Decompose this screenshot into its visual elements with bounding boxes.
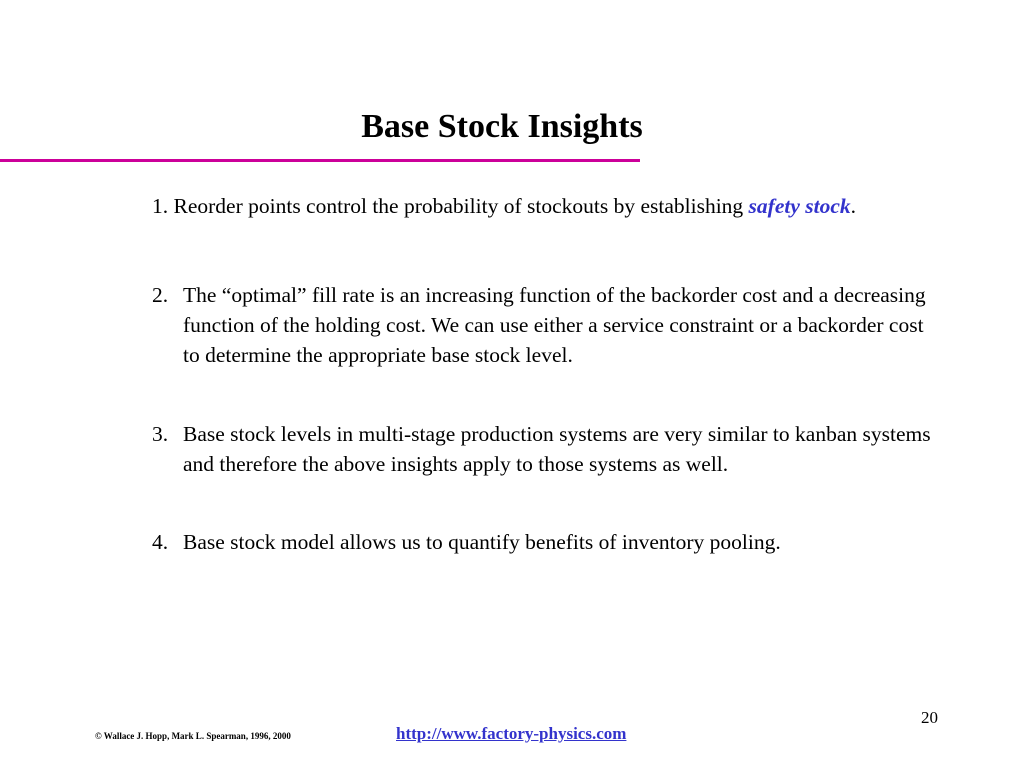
safety-stock-term: safety stock: [748, 194, 851, 218]
slide-title: Base Stock Insights: [361, 108, 643, 145]
copyright-notice: © Wallace J. Hopp, Mark L. Spearman, 1996, 2000: [95, 731, 291, 741]
insight-text: The “optimal” fill rate is an increasing function of the backorder cost and a decreasing function of the holding cost. We can use either a service constraint or a backorder cost to determine the appropriate base stock level.: [183, 283, 926, 367]
insight-item-4: [152, 527, 942, 557]
insight-number: 4.: [152, 530, 169, 554]
insight-text: Reorder points control the probability of stockouts by establishing: [173, 194, 749, 218]
page-number: 20: [921, 708, 938, 727]
title-divider: [0, 159, 640, 162]
insight-number: 2.: [152, 283, 169, 307]
insight-text-end: .: [850, 194, 857, 218]
insight-item-1: [152, 191, 942, 221]
insight-number: 3.: [152, 422, 169, 446]
insight-item-3: [152, 419, 942, 479]
insight-text: Base stock model allows us to quantify benefits of inventory pooling.: [183, 530, 781, 554]
insight-text: Base stock levels in multi-stage production systems are very similar to kanban systems and therefore the above insights apply to those systems as well.: [183, 422, 931, 476]
insight-item-2: [152, 280, 942, 370]
website-link[interactable]: http://www.factory-physics.com: [396, 724, 627, 743]
insight-number: 1.: [152, 194, 169, 218]
